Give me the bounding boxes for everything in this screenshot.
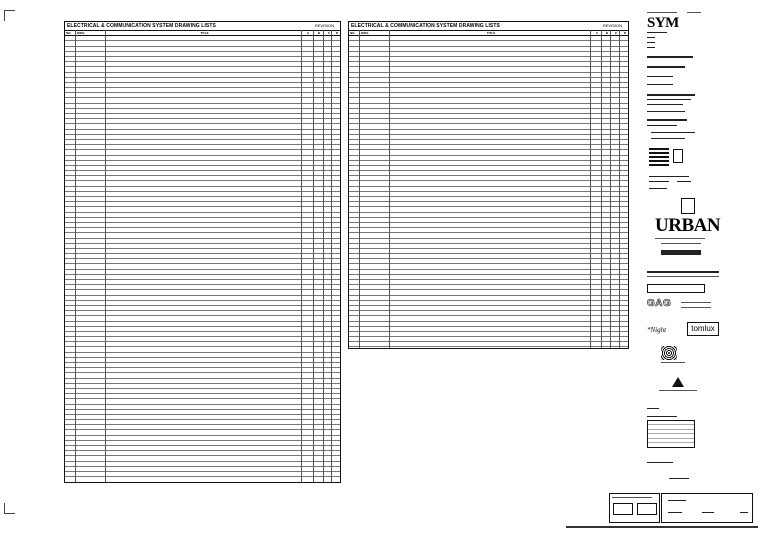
col-rev-c: C: [327, 31, 331, 35]
tomlux-logo: tomlux: [687, 322, 719, 336]
consultant-logo-mark: [647, 284, 705, 293]
title-block-rule: [647, 42, 655, 43]
title-block-rule: [647, 84, 673, 85]
col-rev-b: B: [605, 31, 609, 35]
title-block-rule: [647, 125, 677, 126]
title-block-rule: [647, 94, 695, 96]
title-block-rule: [687, 12, 701, 13]
title-block-rule: [668, 512, 682, 513]
title-block-rule: [702, 512, 714, 513]
column-divider: [389, 30, 390, 348]
col-rev-b: B: [317, 31, 321, 35]
title-block-rule: [647, 47, 655, 48]
col-rev-c: C: [614, 31, 618, 35]
stamp-box: [613, 503, 633, 515]
stamp-box: [637, 503, 657, 515]
title-block-rule: [647, 462, 673, 463]
approval-stamp: [609, 493, 660, 523]
sheet-title: ELECTRICAL & COMMUNICATION SYSTEM DRAWING LISTS: [351, 23, 500, 29]
title-block-rule: [647, 408, 659, 409]
gag-logo: GAG: [647, 298, 672, 309]
col-no: NO.: [350, 31, 356, 35]
title-block-rule: [659, 390, 697, 391]
column-divider: [619, 30, 620, 348]
title-block-rule: [649, 176, 689, 177]
title-block-rule: [647, 76, 673, 77]
consultant-logo-mark: [672, 377, 684, 387]
col-dwg: DWG.: [361, 31, 370, 35]
revision-header: REVISION: [602, 23, 622, 28]
column-divider: [590, 30, 591, 348]
urban-logo: URBAN: [655, 215, 721, 236]
sheet-title-row: [349, 22, 628, 31]
col-dwg: DWG.: [77, 31, 86, 35]
stamp-rule: [612, 497, 652, 498]
col-rev-d: D: [335, 31, 339, 35]
title-block-rule: [681, 307, 711, 308]
title-block-rule: [647, 56, 693, 58]
title-block-rule: [647, 66, 685, 68]
title-block-rule: [647, 32, 667, 33]
col-rev-a: A: [595, 31, 599, 35]
consultant-logo-mark: [661, 250, 701, 255]
title-block: [647, 8, 755, 528]
column-divider: [105, 30, 106, 482]
title-block-rule: [647, 37, 655, 38]
title-block-rule: [647, 104, 683, 105]
drawing-list-sheet-right: [348, 21, 629, 349]
title-block-rule: [661, 362, 685, 363]
title-block-rule: [669, 478, 689, 479]
drawing-list-row: [65, 472, 340, 477]
drawing-list-rows: [65, 36, 340, 477]
title-block-rule: [647, 416, 677, 417]
title-block-rule: [647, 119, 687, 121]
title-block-rule: [647, 99, 691, 100]
drawing-list-rows: [349, 36, 628, 347]
sheet-title-row: [65, 22, 340, 31]
title-block-rule: [668, 500, 686, 501]
title-block-rule: [647, 12, 677, 13]
consultant-logo-mark: [681, 198, 695, 214]
sheet-number-block: [661, 493, 753, 523]
consultant-logo-mark: [673, 149, 683, 163]
column-divider: [313, 30, 314, 482]
revision-table: [647, 420, 695, 448]
column-divider: [359, 30, 360, 348]
consultant-logo-mark: [649, 148, 669, 166]
crop-mark-bottom-left: [4, 503, 15, 514]
title-block-rule: [647, 276, 719, 277]
col-title: TITLE: [486, 31, 496, 35]
drawing-list-row: [349, 342, 628, 347]
col-rev-a: A: [306, 31, 310, 35]
column-divider: [301, 30, 302, 482]
drawing-list-sheet-left: [64, 21, 341, 483]
title-block-rule: [649, 181, 669, 182]
footer-rule: [566, 526, 758, 528]
title-block-rule: [661, 243, 701, 244]
column-divider: [601, 30, 602, 348]
crop-mark-top-left: [4, 10, 15, 21]
night-logo: *Night: [647, 326, 667, 334]
col-title: TITLE: [200, 31, 209, 35]
title-block-rule: [740, 512, 748, 513]
revision-header: REVISION: [314, 23, 334, 28]
col-rev-d: D: [623, 31, 627, 35]
consultant-logo-mark: [661, 346, 677, 360]
title-block-rule: [677, 181, 691, 182]
column-divider: [323, 30, 324, 482]
column-divider: [331, 30, 332, 482]
column-divider: [610, 30, 611, 348]
title-block-rule: [681, 302, 711, 303]
title-block-rule: [647, 111, 685, 112]
col-no: NO.: [66, 31, 72, 35]
project-logo-sym: SYM: [647, 15, 679, 31]
sheet-title: ELECTRICAL & COMMUNICATION SYSTEM DRAWING LISTS: [67, 23, 216, 29]
title-block-rule: [655, 238, 705, 239]
title-block-rule: [651, 132, 695, 133]
title-block-rule: [647, 271, 719, 273]
column-divider: [75, 30, 76, 482]
title-block-rule: [649, 188, 667, 189]
title-block-rule: [651, 138, 685, 139]
